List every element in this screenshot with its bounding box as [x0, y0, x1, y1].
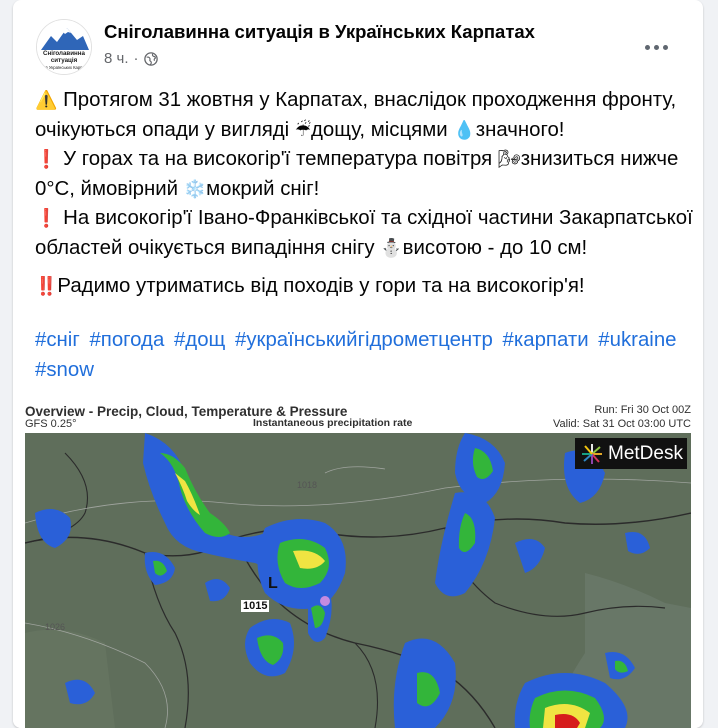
avatar-line-1: Сніголавинна [43, 50, 85, 57]
post-card [13, 0, 703, 728]
map-subtitle: Instantaneous precipitation rate [253, 417, 413, 429]
page-avatar[interactable] [37, 20, 91, 74]
forecast-map-image[interactable] [13, 397, 703, 728]
warning-icon: ⚠️ [35, 90, 58, 111]
map-title: Overview - Precip, Cloud, Temperature & Pressure [25, 404, 348, 419]
droplet-icon: 💧 [453, 119, 476, 141]
isobar-label: 1026 [45, 622, 66, 632]
paragraph-3-text-a: На високогір'ї Івано-Франківської та східної частини Закарпатської областей очікується випадіння снігу [35, 207, 693, 259]
hashtag-link[interactable]: #сніг [35, 329, 80, 351]
wind-icon: 🌬 [497, 149, 521, 170]
hashtag-link[interactable]: #дощ [173, 329, 226, 351]
avatar-logo [37, 20, 91, 74]
hashtag-link[interactable]: #snow [35, 358, 94, 381]
low-pressure-value: 1015 [243, 600, 268, 612]
isobar-label: 1018 [297, 480, 318, 490]
globe-icon[interactable] [144, 52, 158, 66]
post-paragraph-1 [35, 86, 695, 145]
paragraph-2-text-c: мокрий сніг! [206, 177, 320, 200]
post-paragraph-3 [35, 204, 695, 263]
paragraph-gap [35, 263, 695, 272]
map-valid-time: Valid: Sat 31 Oct 03:00 UTC [553, 418, 691, 430]
page-name-link[interactable]: Сніголавинна ситуація в Українських Карпатах [104, 21, 535, 42]
avatar-line-3: в Українських Карп [45, 65, 83, 70]
paragraph-4-text: Радимо утриматись від походів у гори та на високогір'я! [57, 275, 585, 297]
post-timestamp[interactable]: 8 ч. [104, 50, 129, 67]
double-exclamation-icon: ‼️ [35, 276, 58, 297]
post-paragraph-4 [35, 272, 695, 302]
paragraph-1-text-a: Протягом 31 жовтня у Карпатах, внаслідок проходження фронту, очікуються опади у вигляді [35, 89, 677, 141]
map-run-time: Run: Fri 30 Oct 00Z [594, 404, 691, 416]
precipitation-map [25, 433, 691, 728]
hashtag-link[interactable]: #українськийгідрометцентр [234, 329, 493, 351]
paragraph-2-text-b: знизиться нижче 0°C, ймовірний [35, 148, 679, 200]
umbrella-rain-icon: ☔ [294, 119, 312, 141]
meta-separator: · [133, 50, 139, 67]
post-text [35, 86, 695, 302]
exclamation-icon: ❗ [35, 149, 58, 170]
post-meta [104, 50, 158, 67]
more-options-icon[interactable] [638, 34, 674, 60]
paragraph-3-text-b: висотою - до 10 см! [402, 236, 588, 259]
metdesk-logo [575, 438, 687, 469]
snowflake-icon: ❄️ [183, 178, 207, 200]
metdesk-brand: MetDesk [608, 442, 683, 464]
hashtag-link[interactable]: #ukraine [598, 329, 677, 351]
low-pressure-marker: L [268, 575, 278, 592]
paragraph-1-text-c: значного! [475, 118, 565, 141]
avatar-line-2: ситуація [50, 57, 78, 64]
paragraph-1-text-b: дощу, місцями [311, 118, 454, 141]
snowman-icon: ⛄ [380, 237, 403, 259]
exclamation-icon: ❗ [35, 208, 58, 229]
paragraph-2-text-a: У горах та на високогір'ї температура повітря [63, 148, 498, 170]
hashtag-list [35, 326, 695, 385]
metdesk-burst-icon [581, 443, 603, 465]
post-header [13, 12, 703, 76]
hashtag-link[interactable]: #карпати [502, 329, 589, 351]
hashtag-link[interactable]: #погода [89, 329, 165, 351]
map-model: GFS 0.25° [25, 418, 77, 430]
post-paragraph-2 [35, 145, 695, 204]
